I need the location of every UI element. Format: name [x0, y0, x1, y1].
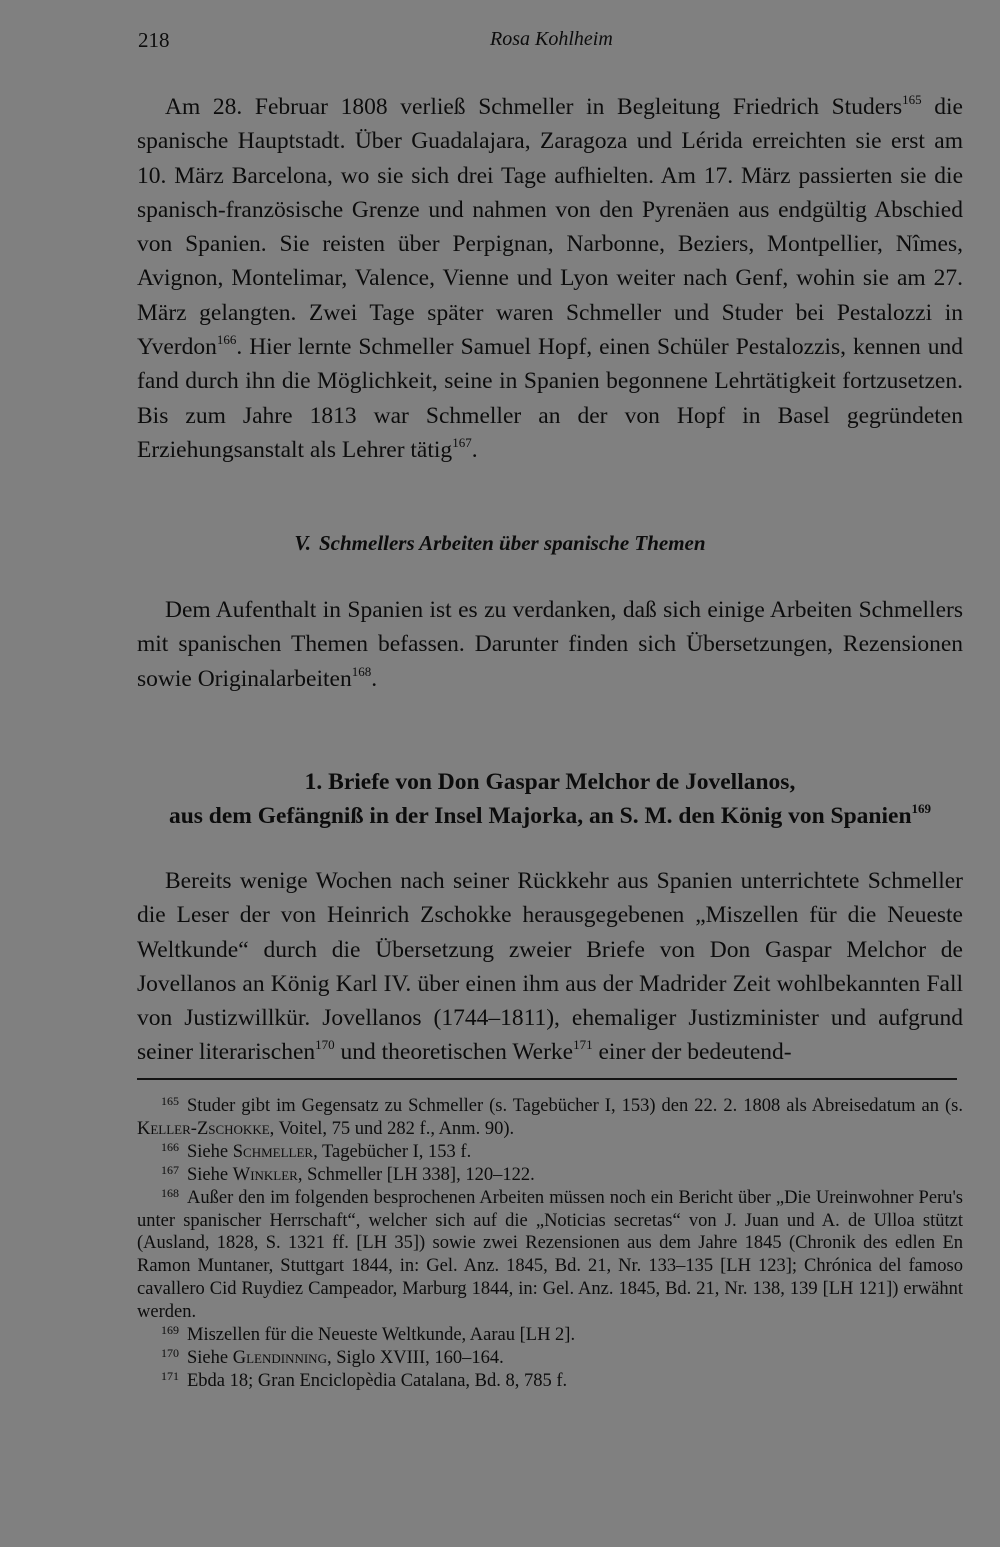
footnote-text: , Tagebücher I, 153 f.: [313, 1141, 472, 1162]
footnote-reference-165: 165: [902, 92, 922, 107]
section-title: Schmellers Arbeiten über spanische Themen: [318, 531, 706, 555]
footnote-168: [137, 1187, 963, 1324]
running-head: [138, 28, 955, 58]
footnote-167: [137, 1164, 963, 1187]
footnote-number: 166: [161, 1139, 179, 1154]
footnote-divider: [137, 1078, 957, 1080]
paragraph-text: Dem Aufenthalt in Spanien ist es zu verdanken, daß sich einige Arbeiten Schmellers mit spanischen Themen befassen. Darunter finden sich Übersetzungen, Rezensionen sowie Originalarbeiten: [137, 597, 963, 692]
section-number: V.: [294, 531, 311, 555]
footnote-number: 169: [161, 1323, 179, 1338]
footnote-text: Siehe: [187, 1141, 233, 1162]
paragraph-text: Am 28. Februar 1808 verließ Schmeller in Begleitung Friedrich Studers: [165, 94, 903, 120]
footnotes: [137, 1095, 963, 1393]
footnote-170: [137, 1347, 963, 1370]
subsection-title-line-1: 1. Briefe von Don Gaspar Melchor de Jovellanos,: [304, 769, 796, 795]
section-heading: [0, 531, 1000, 556]
paragraph-text: die spanische Hauptstadt. Über Guadalajara, Zaragoza und Lérida erreichten sie erst am 10. März Barcelona, wo sie sich drei Tage aufhielten. Am 17. März passierten sie die spanisch-französische Grenze und nahmen von den Pyrenäen aus endgültig Abschied von Spanien. Sie reisten über Perpignan, Narbonne, Beziers, Montpellier, Nîmes, Avignon, Montelimar, Valence, Vienne und Lyon weiter nach Genf, wohin sie am 27. März gelangten. Zwei Tage später waren Schmeller und Studer bei Pestalozzi in Yverdon: [137, 94, 963, 361]
footnote-text: , Siglo XVIII, 160–164.: [326, 1347, 504, 1368]
footnote-number: 168: [161, 1185, 179, 1200]
footnote-text: Außer den im folgenden besprochenen Arbeiten müssen noch ein Bericht über „Die Ureinwohner Peru's unter spanischer Herrschaft“, welcher sich auf die „Noticias secretas“ von J. Juan und A. de Ulloa stützt (Ausland, 1828, S. 1321 ff. [LH 35]) sowie zwei Rezensionen aus dem Jahre 1845 (Chronik des edlen En Ramon Muntaner, Stuttgart 1844, in: Gel. Anz. 1845, Bd. 21, Nr. 133–135 [LH 123]; Chrónica del famoso cavallero Cid Ruydiez Campeador, Marburg 1844, in: Gel. Anz. 1845, Bd. 21, Nr. 138, 139 [LH 121]) erwähnt werden.: [137, 1187, 963, 1323]
footnote-number: 167: [161, 1162, 179, 1177]
footnote-reference-167: 167: [452, 434, 472, 450]
footnote-text: Miszellen für die Neueste Weltkunde, Aarau [LH 2].: [187, 1325, 576, 1346]
footnote-text: Siehe: [187, 1347, 233, 1368]
footnote-text: Studer gibt im Gegensatz zu Schmeller (s. Tagebücher I, 153) den 22. 2. 1808 als Abreisedatum an (s.: [187, 1096, 963, 1116]
footnote-text: Ebda 18; Gran Enciclopèdia Catalana, Bd. 8, 785 f.: [187, 1370, 568, 1391]
footnote-reference-168: 168: [351, 663, 372, 679]
paragraph-jovellanos: [137, 864, 963, 1070]
paragraph-text: .: [471, 436, 478, 463]
footnote-author: Schmeller: [232, 1141, 314, 1162]
footnote-166: [137, 1141, 963, 1164]
footnote-171: [137, 1370, 963, 1393]
footnote-reference-170: 170: [315, 1037, 335, 1053]
footnote-reference-169: 169: [911, 801, 932, 816]
running-head-author: Rosa Kohlheim: [490, 28, 613, 50]
paragraph-text: .: [371, 665, 378, 692]
paragraph-text: Bereits wenige Wochen nach seiner Rückkehr aus Spanien unterrichtete Schmeller die Leser der von Heinrich Zschokke herausgegebenen „Miszellen für die Neueste Weltkunde“ durch die Übersetzung zweier Briefe von Don Gaspar Melchor de Jovellanos an König Karl IV. über einen ihm aus der Madrider Zeit wohlbekannten Fall von Justizwillkür. Jovellanos (1744–1811), ehemaliger Justizminister und aufgrund seiner literarischen: [137, 868, 963, 1066]
footnote-165: [137, 1095, 963, 1141]
subsection-heading: [137, 765, 963, 833]
footnote-number: 165: [161, 1094, 179, 1108]
page-number: 218: [138, 28, 170, 52]
footnote-text: Siehe: [187, 1164, 233, 1185]
footnote-author: Glendinning: [232, 1347, 327, 1368]
footnote-169: [137, 1324, 963, 1347]
paragraph-travel-to-geneva: [137, 90, 963, 467]
footnote-author: Keller-Zschokke: [137, 1118, 270, 1139]
footnote-reference-166: 166: [216, 332, 237, 348]
paragraph-text: und theoretischen Werke: [334, 1039, 574, 1066]
footnote-number: 170: [161, 1345, 179, 1360]
footnote-author: Winkler: [232, 1164, 298, 1185]
paragraph-text: einer der bedeutend-: [592, 1039, 792, 1066]
paragraph-spanish-works: [137, 593, 963, 696]
footnote-reference-171: 171: [573, 1037, 593, 1053]
footnote-number: 171: [161, 1368, 179, 1383]
subsection-title-line-2: aus dem Gefängniß in der Insel Majorka, an S. M. den König von Spanien: [168, 803, 912, 829]
footnote-text: , Voitel, 75 und 282 f., Anm. 90).: [269, 1118, 515, 1139]
footnote-text: , Schmeller [LH 338], 120–122.: [297, 1164, 535, 1185]
paragraph-text: . Hier lernte Schmeller Samuel Hopf, einen Schüler Pestalozzis, kennen und fand durch ihn die Möglichkeit, seine in Spanien begonnene Lehrtätigkeit fortzusetzen. Bis zum Jahre 1813 war Schmeller an der von Hopf in Basel gegründeten Erziehungsanstalt als Lehrer tätig: [137, 334, 963, 463]
